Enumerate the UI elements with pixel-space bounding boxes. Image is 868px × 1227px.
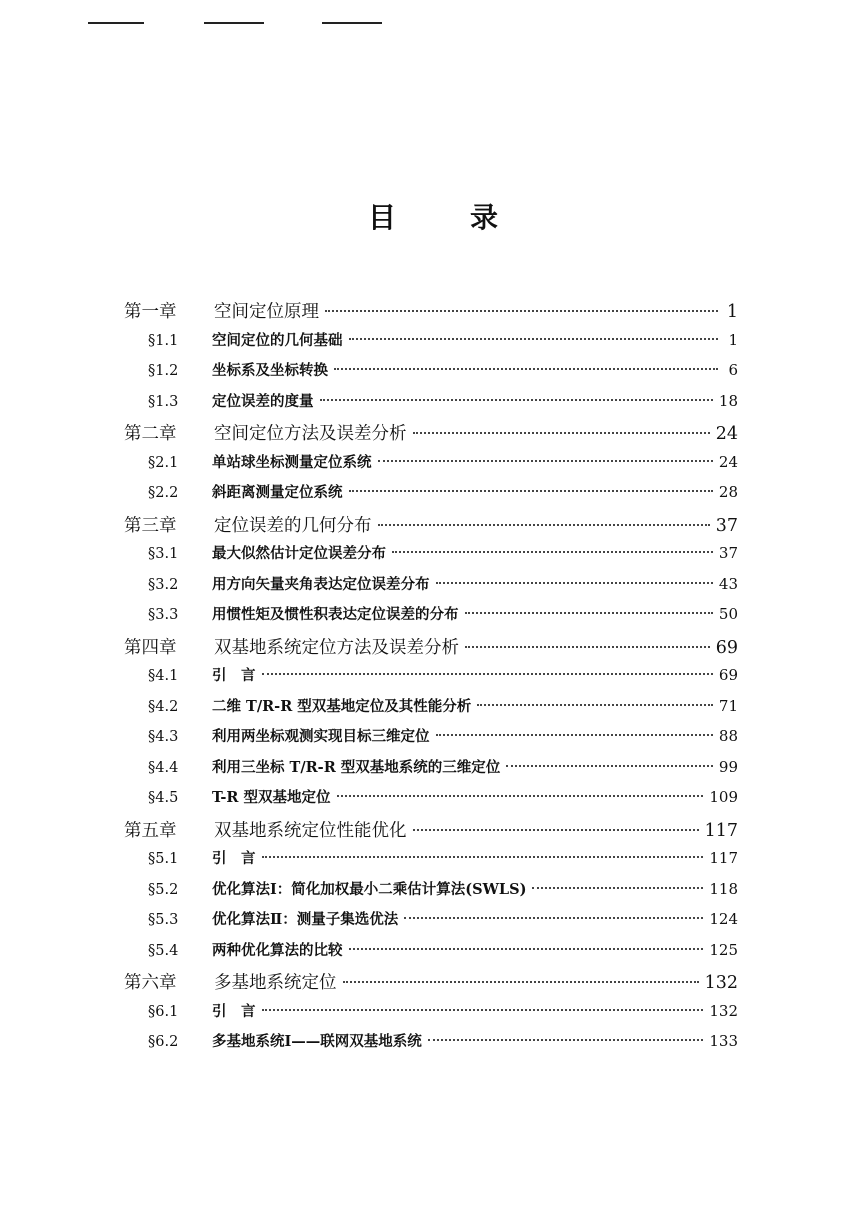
toc-entry-page: 24 xyxy=(718,452,738,471)
toc-entry-title: 双基地系统定位性能优化 xyxy=(214,820,407,841)
toc-dot-leader xyxy=(343,981,699,983)
toc-entry-title: 空间定位的几何基础 xyxy=(212,331,343,349)
toc-section-entry[interactable] xyxy=(148,390,738,414)
toc-entry-title: 双基地系统定位方法及误差分析 xyxy=(214,637,459,658)
toc-entry-number: §5.3 xyxy=(148,912,179,928)
toc-entry-number: §1.3 xyxy=(148,393,179,410)
toc-entry-title: 引 言 xyxy=(212,667,256,684)
toc-entry-page: 43 xyxy=(718,574,738,593)
toc-section-entry[interactable] xyxy=(148,573,738,597)
header-rule-1 xyxy=(88,22,144,24)
toc-entry-number: §5.2 xyxy=(148,881,179,898)
toc-dot-leader xyxy=(325,310,718,312)
toc-chapter-entry[interactable] xyxy=(124,817,738,841)
toc-entry-number: 第一章 xyxy=(124,302,177,322)
toc-dot-leader xyxy=(428,1039,704,1041)
toc-entry-number: §4.5 xyxy=(148,790,179,806)
toc-entry-page: 99 xyxy=(718,757,738,776)
toc-entry-number: §5.1 xyxy=(148,851,179,867)
toc-section-entry[interactable] xyxy=(148,664,738,688)
toc-entry-page: 125 xyxy=(709,940,738,959)
toc-entry-number: §4.3 xyxy=(148,729,179,745)
toc-entry-page: 37 xyxy=(718,544,738,562)
toc-entry-page: 117 xyxy=(704,820,738,841)
toc-entry-page: 109 xyxy=(709,788,738,806)
toc-section-entry[interactable] xyxy=(148,908,738,932)
toc-dot-leader xyxy=(349,948,704,950)
toc-section-entry[interactable] xyxy=(148,1000,738,1024)
toc-entry-number: §5.4 xyxy=(148,942,179,959)
toc-entry-number: §3.2 xyxy=(148,576,179,593)
toc-entry-title: 斜距离测量定位系统 xyxy=(212,484,343,501)
toc-section-entry[interactable] xyxy=(148,939,738,963)
toc-entry-page: 69 xyxy=(715,637,738,658)
toc-dot-leader xyxy=(349,490,713,492)
toc-section-entry[interactable] xyxy=(148,725,738,749)
toc-dot-leader xyxy=(413,432,710,434)
toc-entry-title: T-R 型双基地定位 xyxy=(212,789,331,806)
toc-entry-number: 第五章 xyxy=(124,820,177,841)
toc-entry-number: §6.2 xyxy=(148,1034,179,1050)
toc-dot-leader xyxy=(477,704,713,706)
toc-entry-page: 28 xyxy=(718,483,738,501)
toc-entry-title: 定位误差的度量 xyxy=(212,392,314,410)
toc-entry-title: 引 言 xyxy=(212,850,256,867)
toc-entry-page: 1 xyxy=(728,330,738,349)
toc-entry-page: 6 xyxy=(728,361,738,379)
toc-entry-page: 50 xyxy=(718,605,738,623)
toc-entry-page: 71 xyxy=(718,696,738,715)
toc-entry-title: 空间定位原理 xyxy=(214,302,319,322)
toc-entry-number: 第六章 xyxy=(124,973,177,993)
toc-entry-page: 117 xyxy=(709,849,738,867)
toc-section-entry[interactable] xyxy=(148,878,738,902)
toc-dot-leader xyxy=(262,1009,704,1011)
toc-dot-leader xyxy=(506,765,713,767)
toc-dot-leader xyxy=(465,646,710,648)
toc-entry-title: 优化算法Ⅱ：测量子集选优法 xyxy=(212,911,399,928)
toc-chapter-entry[interactable] xyxy=(124,969,738,993)
toc-dot-leader xyxy=(465,612,713,614)
toc-dot-leader xyxy=(378,524,710,526)
toc-section-entry[interactable] xyxy=(148,786,738,810)
toc-entry-title: 引 言 xyxy=(212,1002,256,1020)
toc-section-entry[interactable] xyxy=(148,359,738,383)
toc-entry-number: §6.1 xyxy=(148,1003,179,1020)
toc-dot-leader xyxy=(262,856,704,858)
toc-entry-number: 第四章 xyxy=(124,637,177,658)
toc-entry-number: §3.1 xyxy=(148,546,179,562)
page-title-left: 目 xyxy=(367,201,398,234)
toc-entry-title: 利用两坐标观测实现目标三维定位 xyxy=(212,728,430,745)
toc-entry-title: 二维 T/R-R 型双基地定位及其性能分析 xyxy=(212,697,472,715)
toc-entry-title: 利用三坐标 T/R-R 型双基地系统的三维定位 xyxy=(212,758,501,776)
toc-dot-leader xyxy=(532,887,703,889)
toc-entry-number: 第二章 xyxy=(124,424,177,444)
toc-dot-leader xyxy=(349,338,719,340)
toc-dot-leader xyxy=(378,460,713,462)
toc-entry-page: 18 xyxy=(718,391,738,410)
toc-dot-leader xyxy=(320,399,713,401)
toc-entry-number: §1.1 xyxy=(148,332,179,349)
header-rule-2 xyxy=(204,22,264,24)
toc-entry-title: 单站球坐标测量定位系统 xyxy=(212,453,372,471)
toc-dot-leader xyxy=(392,551,713,553)
toc-entry-number: 第三章 xyxy=(124,515,177,536)
toc-dot-leader xyxy=(404,917,703,919)
toc-chapter-entry[interactable] xyxy=(124,420,738,444)
toc-section-entry[interactable] xyxy=(148,1030,738,1054)
toc-entry-title: 坐标系及坐标转换 xyxy=(212,362,328,379)
toc-entry-page: 132 xyxy=(704,973,738,993)
toc-entry-page: 1 xyxy=(726,302,738,322)
toc-section-entry[interactable] xyxy=(148,603,738,627)
toc-entry-title: 多基地系统定位 xyxy=(214,973,337,993)
toc-section-entry[interactable] xyxy=(148,329,738,353)
toc-entry-number: §3.3 xyxy=(148,607,179,623)
toc-entry-page: 124 xyxy=(709,910,738,928)
toc-entry-number: §1.2 xyxy=(148,363,179,379)
toc-section-entry[interactable] xyxy=(148,847,738,871)
toc-dot-leader xyxy=(337,795,704,797)
toc-section-entry[interactable] xyxy=(148,756,738,780)
toc-entry-title: 最大似然估计定位误差分布 xyxy=(212,545,386,562)
page-title-right: 录 xyxy=(470,201,501,234)
toc-entry-number: §4.2 xyxy=(148,698,179,715)
toc-entry-title: 定位误差的几何分布 xyxy=(214,515,372,536)
toc-entry-title: 两种优化算法的比较 xyxy=(212,941,343,959)
toc-entry-page: 24 xyxy=(715,424,738,444)
toc-entry-number: §2.2 xyxy=(148,485,179,501)
toc-dot-leader xyxy=(436,582,713,584)
toc-dot-leader xyxy=(262,673,713,675)
header-rule-3 xyxy=(322,22,382,24)
toc-dot-leader xyxy=(413,829,699,831)
toc-entry-title: 多基地系统Ⅰ——联网双基地系统 xyxy=(212,1033,422,1050)
toc-entry-page: 37 xyxy=(715,515,738,536)
toc-chapter-entry[interactable] xyxy=(124,634,738,658)
toc-entry-page: 69 xyxy=(718,666,738,684)
toc-entry-number: §4.1 xyxy=(148,668,179,684)
toc-entry-title: 用惯性矩及惯性积表达定位误差的分布 xyxy=(212,606,459,623)
toc-entry-title: 用方向矢量夹角表达定位误差分布 xyxy=(212,575,430,593)
toc-entry-title: 优化算法Ⅰ：简化加权最小二乘估计算法(SWLS) xyxy=(212,880,527,898)
toc-entry-page: 133 xyxy=(709,1032,738,1050)
toc-entry-page: 132 xyxy=(709,1001,738,1020)
toc-section-entry[interactable] xyxy=(148,542,738,566)
toc-dot-leader xyxy=(334,368,718,370)
toc-entry-number: §2.1 xyxy=(148,454,179,471)
toc-section-entry[interactable] xyxy=(148,481,738,505)
toc-dot-leader xyxy=(436,734,713,736)
toc-entry-page: 88 xyxy=(718,727,738,745)
toc-section-entry[interactable] xyxy=(148,695,738,719)
toc-chapter-entry[interactable] xyxy=(124,298,738,322)
toc-entry-number: §4.4 xyxy=(148,759,179,776)
toc-chapter-entry[interactable] xyxy=(124,512,738,536)
toc-entry-page: 118 xyxy=(709,879,738,898)
toc-section-entry[interactable] xyxy=(148,451,738,475)
page-title xyxy=(0,196,868,236)
toc-entry-title: 空间定位方法及误差分析 xyxy=(214,424,407,444)
